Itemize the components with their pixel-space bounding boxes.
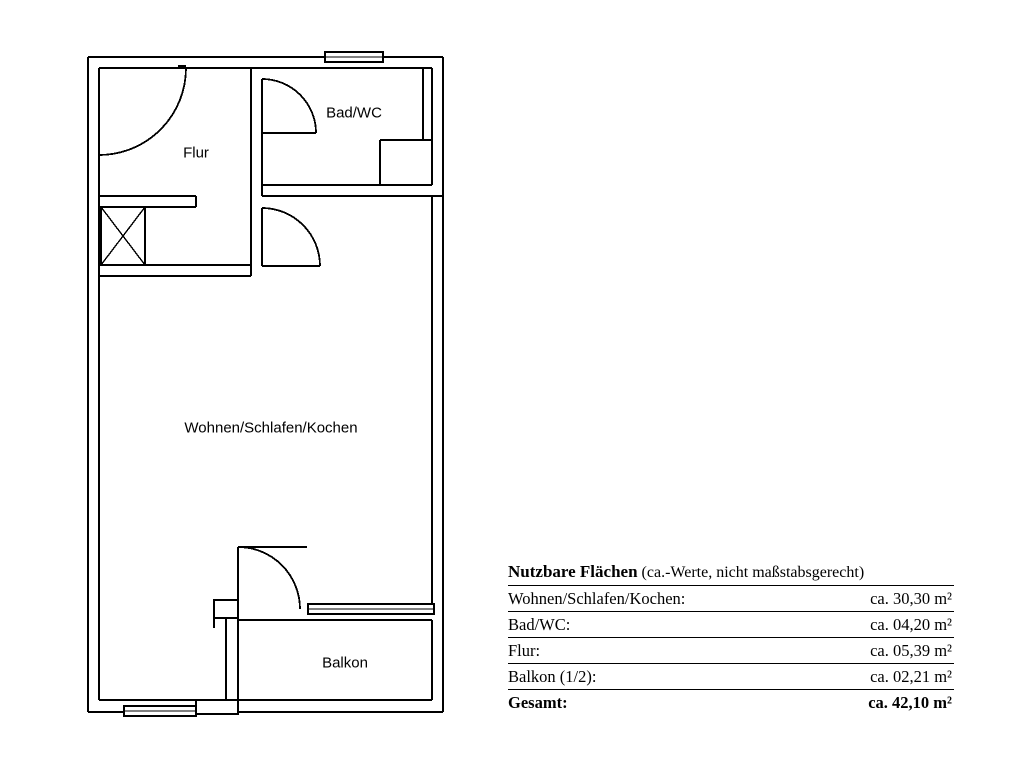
legend-label-flur: Flur: <box>508 641 541 660</box>
door-entry <box>99 66 186 155</box>
bath-fixture <box>380 140 432 185</box>
legend-title <box>508 562 954 586</box>
legend-value-wohnen: ca. 30,30 m² <box>870 589 952 608</box>
legend-row-flur <box>508 638 954 664</box>
area-legend <box>508 562 954 715</box>
legend-value-flur: ca. 05,39 m² <box>870 641 952 660</box>
legend-row-wohnen <box>508 586 954 612</box>
legend-label-wohnen: Wohnen/Schlafen/Kochen: <box>508 589 686 608</box>
door-balcony <box>238 547 307 609</box>
legend-value-balkon: ca. 02,21 m² <box>870 667 952 686</box>
shaft-closet <box>101 207 196 265</box>
balcony-wall <box>196 600 238 714</box>
legend-label-bad-wc: Bad/WC: <box>508 615 571 634</box>
legend-label-total: Gesamt: <box>508 693 568 712</box>
room-label-balkon: Balkon <box>322 654 368 672</box>
door-bath <box>262 79 316 133</box>
legend-row-bad-wc <box>508 612 954 638</box>
room-label-wohnen-schlafen-kochen: Wohnen/Schlafen/Kochen <box>184 419 358 437</box>
window-bottom <box>124 706 196 716</box>
window-top <box>325 52 383 62</box>
window-balcony-upper <box>308 604 434 614</box>
legend-value-bad-wc: ca. 04,20 m² <box>870 615 952 634</box>
room-label-flur: Flur <box>183 144 209 162</box>
legend-row-balkon <box>508 664 954 690</box>
legend-row-total <box>508 690 954 715</box>
legend-title-strong: Nutzbare Flächen <box>508 562 638 581</box>
legend-title-sub: (ca.-Werte, nicht maßstabsgerecht) <box>637 564 865 581</box>
room-label-bad-wc: Bad/WC <box>326 104 382 122</box>
door-living <box>262 208 320 266</box>
legend-label-balkon: Balkon (1/2): <box>508 667 597 686</box>
legend-value-total: ca. 42,10 m² <box>868 693 952 712</box>
